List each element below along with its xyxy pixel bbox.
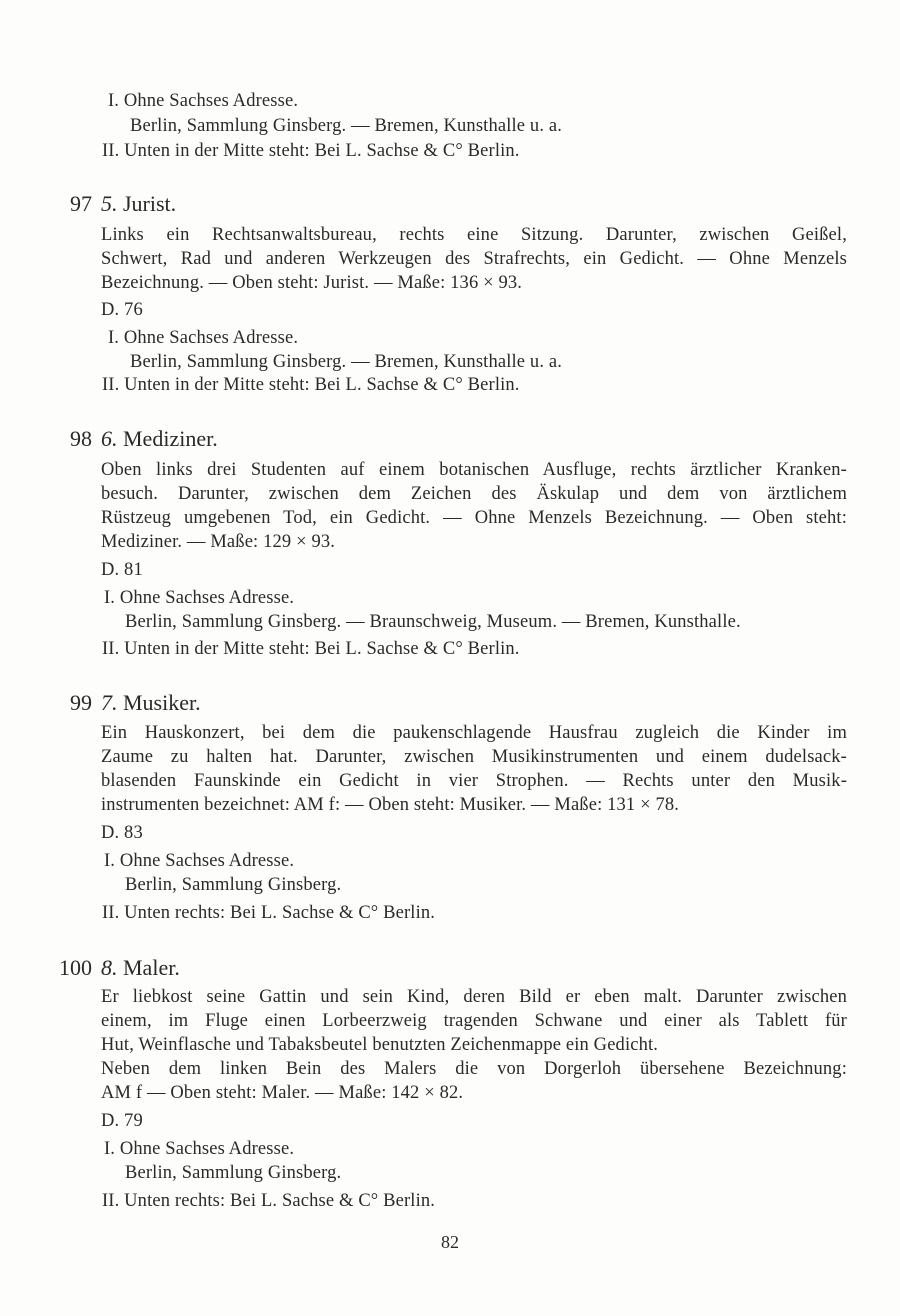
entry-heading: [101, 955, 180, 981]
entry-heading: [101, 426, 218, 452]
entry-description-line: AM f — Oben steht: Maler. — Maße: 142 × 82.: [101, 1083, 464, 1103]
entry-description-line: Links ein Rechtsanwaltsbureau, rechts eine Sitzung. Darunter, zwischen Geißel,: [101, 225, 847, 245]
entry-ordinal: 6.: [101, 426, 118, 451]
entry-description-line: Bezeichnung. — Oben steht: Jurist. — Maße: 136 × 93.: [101, 273, 523, 293]
state-ii-line: II. Unten in der Mitte steht: Bei L. Sachse & C° Berlin.: [102, 639, 520, 659]
state-ii-line: II. Unten rechts: Bei L. Sachse & C° Berlin.: [102, 903, 436, 923]
entry-description-line: Er liebkost seine Gattin und sein Kind, deren Bild er eben malt. Darunter zwischen: [101, 987, 847, 1007]
state-i-line: I. Ohne Sachses Adresse.: [108, 91, 299, 111]
entry-ordinal: 7.: [101, 690, 118, 715]
entry-title: Maler.: [123, 955, 180, 980]
state-i-locations: Berlin, Sammlung Ginsberg. — Braunschweig, Museum. — Bremen, Kunsthalle.: [125, 612, 741, 632]
state-i-locations: Berlin, Sammlung Ginsberg. — Bremen, Kunsthalle u. a.: [130, 352, 563, 372]
dorgerloh-reference: D. 79: [101, 1111, 143, 1131]
entry-number: 97: [70, 191, 92, 216]
dorgerloh-reference: D. 83: [101, 823, 143, 843]
entry-number: 99: [70, 690, 92, 715]
dorgerloh-reference: D. 81: [101, 560, 143, 580]
state-ii-line: II. Unten in der Mitte steht: Bei L. Sachse & C° Berlin.: [102, 375, 520, 395]
entry-ordinal: 8.: [101, 955, 118, 980]
entry-number: 100: [59, 955, 92, 980]
page-number: 82: [441, 1232, 459, 1252]
entry-title: Jurist.: [123, 191, 177, 216]
entry-description-line: Zaume zu halten hat. Darunter, zwischen Musikinstrumenten und einem dudelsack-: [101, 747, 847, 767]
entry-description-line: Neben dem linken Bein des Malers die von Dorgerloh übersehene Bezeichnung:: [101, 1059, 847, 1079]
state-i-locations: Berlin, Sammlung Ginsberg.: [125, 1163, 342, 1183]
entry-description-line: Oben links drei Studenten auf einem botanischen Ausfluge, rechts ärztlicher Kranken-: [101, 460, 847, 480]
entry-title: Mediziner.: [123, 426, 218, 451]
entry-description-line: Rüstzeug umgebenen Tod, ein Gedicht. — Ohne Menzels Bezeichnung. — Oben steht:: [101, 508, 847, 528]
state-i-line: I. Ohne Sachses Adresse.: [104, 588, 295, 608]
entry-heading: [101, 191, 176, 217]
entry-description-line: instrumenten bezeichnet: AM f: — Oben steht: Musiker. — Maße: 131 × 78.: [101, 795, 680, 815]
state-ii-line: II. Unten rechts: Bei L. Sachse & C° Berlin.: [102, 1191, 436, 1211]
entry-number: 98: [70, 426, 92, 451]
state-ii-line: II. Unten in der Mitte steht: Bei L. Sachse & C° Berlin.: [102, 141, 520, 161]
dorgerloh-reference: D. 76: [101, 300, 143, 320]
entry-description-line: einem, im Fluge einen Lorbeerzweig tragenden Schwane und einer als Tablett für: [101, 1011, 847, 1031]
entry-heading: [101, 690, 201, 716]
state-i-locations: Berlin, Sammlung Ginsberg. — Bremen, Kunsthalle u. a.: [130, 116, 563, 136]
entry-title: Musiker.: [123, 690, 201, 715]
entry-description-line: Schwert, Rad und anderen Werkzeugen des Strafrechts, ein Gedicht. — Ohne Menzels: [101, 249, 847, 269]
entry-description-line: Mediziner. — Maße: 129 × 93.: [101, 532, 336, 552]
entry-description-line: Ein Hauskonzert, bei dem die paukenschlagende Hausfrau zugleich die Kinder im: [101, 723, 847, 743]
state-i-line: I. Ohne Sachses Adresse.: [104, 851, 295, 871]
entry-description-line: besuch. Darunter, zwischen dem Zeichen des Äskulap und dem von ärztlichem: [101, 484, 847, 504]
entry-description-line: blasenden Faunskinde ein Gedicht in vier Strophen. — Rechts unter den Musik-: [101, 771, 847, 791]
entry-description-line: Hut, Weinflasche und Tabaksbeutel benutzten Zeichenmappe ein Gedicht.: [101, 1035, 659, 1055]
state-i-locations: Berlin, Sammlung Ginsberg.: [125, 875, 342, 895]
state-i-line: I. Ohne Sachses Adresse.: [108, 328, 299, 348]
entry-ordinal: 5.: [101, 191, 118, 216]
state-i-line: I. Ohne Sachses Adresse.: [104, 1139, 295, 1159]
